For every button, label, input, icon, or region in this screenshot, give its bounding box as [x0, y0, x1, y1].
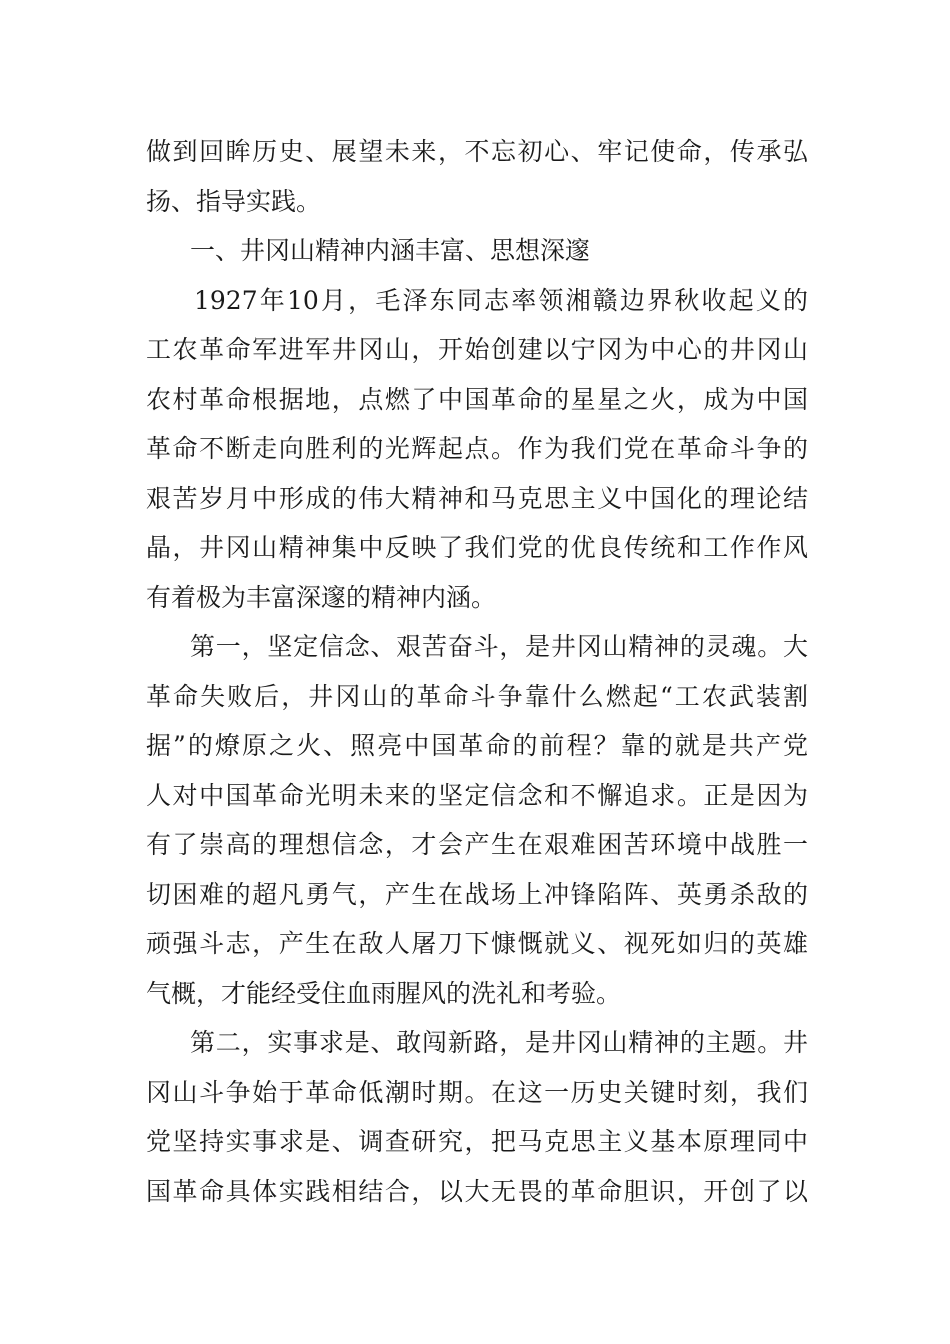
text-line: 做到回眸历史、展望未来，不忘初心、牢记使命，传承弘 — [146, 137, 808, 166]
text-line: 气概，才能经受住血雨腥风的洗礼和考验。 — [146, 978, 622, 1008]
text-line: 农村革命根据地，点燃了中国革命的星星之火，成为中国 — [146, 384, 808, 414]
text-line: 据”的燎原之火、照亮中国革命的前程？靠的就是共产党 — [146, 731, 808, 760]
text-line: 第一，坚定信念、艰苦奋斗，是井冈山精神的灵魂。大 — [190, 632, 808, 661]
text-line: 工农革命军进军井冈山，开始创建以宁冈为中心的井冈山 — [146, 335, 808, 364]
text-line: 扬、指导实践。 — [146, 186, 322, 216]
text-line: 人对中国革命光明未来的坚定信念和不懈追求。正是因为 — [146, 780, 808, 810]
section-heading: 一、井冈山精神内涵丰富、思想深邃 — [190, 236, 591, 265]
text-line: 党坚持实事求是、调查研究，把马克思主义基本原理同中 — [146, 1127, 808, 1156]
text-line: 有了崇高的理想信念，才会产生在艰难困苦环境中战胜一 — [146, 830, 808, 859]
body-text — [146, 127, 808, 1216]
text-line: 有着极为丰富深邃的精神内涵。 — [146, 582, 497, 612]
text-line: 冈山斗争始于革命低潮时期。在这一历史关键时刻，我们 — [146, 1077, 808, 1107]
text-line: 第二，实事求是、敢闯新路，是井冈山精神的主题。井 — [190, 1028, 808, 1057]
text-line: 晶，井冈山精神集中反映了我们党的优良传统和工作作风 — [146, 533, 808, 562]
text-line: 国革命具体实践相结合，以大无畏的革命胆识，开创了以 — [146, 1176, 808, 1206]
text-line: 顽强斗志，产生在敌人屠刀下慷慨就义、视死如归的英雄 — [146, 929, 808, 958]
text-line: 艰苦岁月中形成的伟大精神和马克思主义中国化的理论结 — [146, 483, 808, 513]
text-line: 切困难的超凡勇气，产生在战场上冲锋陷阵、英勇杀敌的 — [146, 879, 808, 909]
text-line: 革命不断走向胜利的光辉起点。作为我们党在革命斗争的 — [146, 434, 808, 463]
text-line: 革命失败后，井冈山的革命斗争靠什么燃起“工农武装割 — [146, 681, 808, 711]
text-line: 1927年10月，毛泽东同志率领湘赣边界秋收起义的 — [194, 285, 808, 315]
